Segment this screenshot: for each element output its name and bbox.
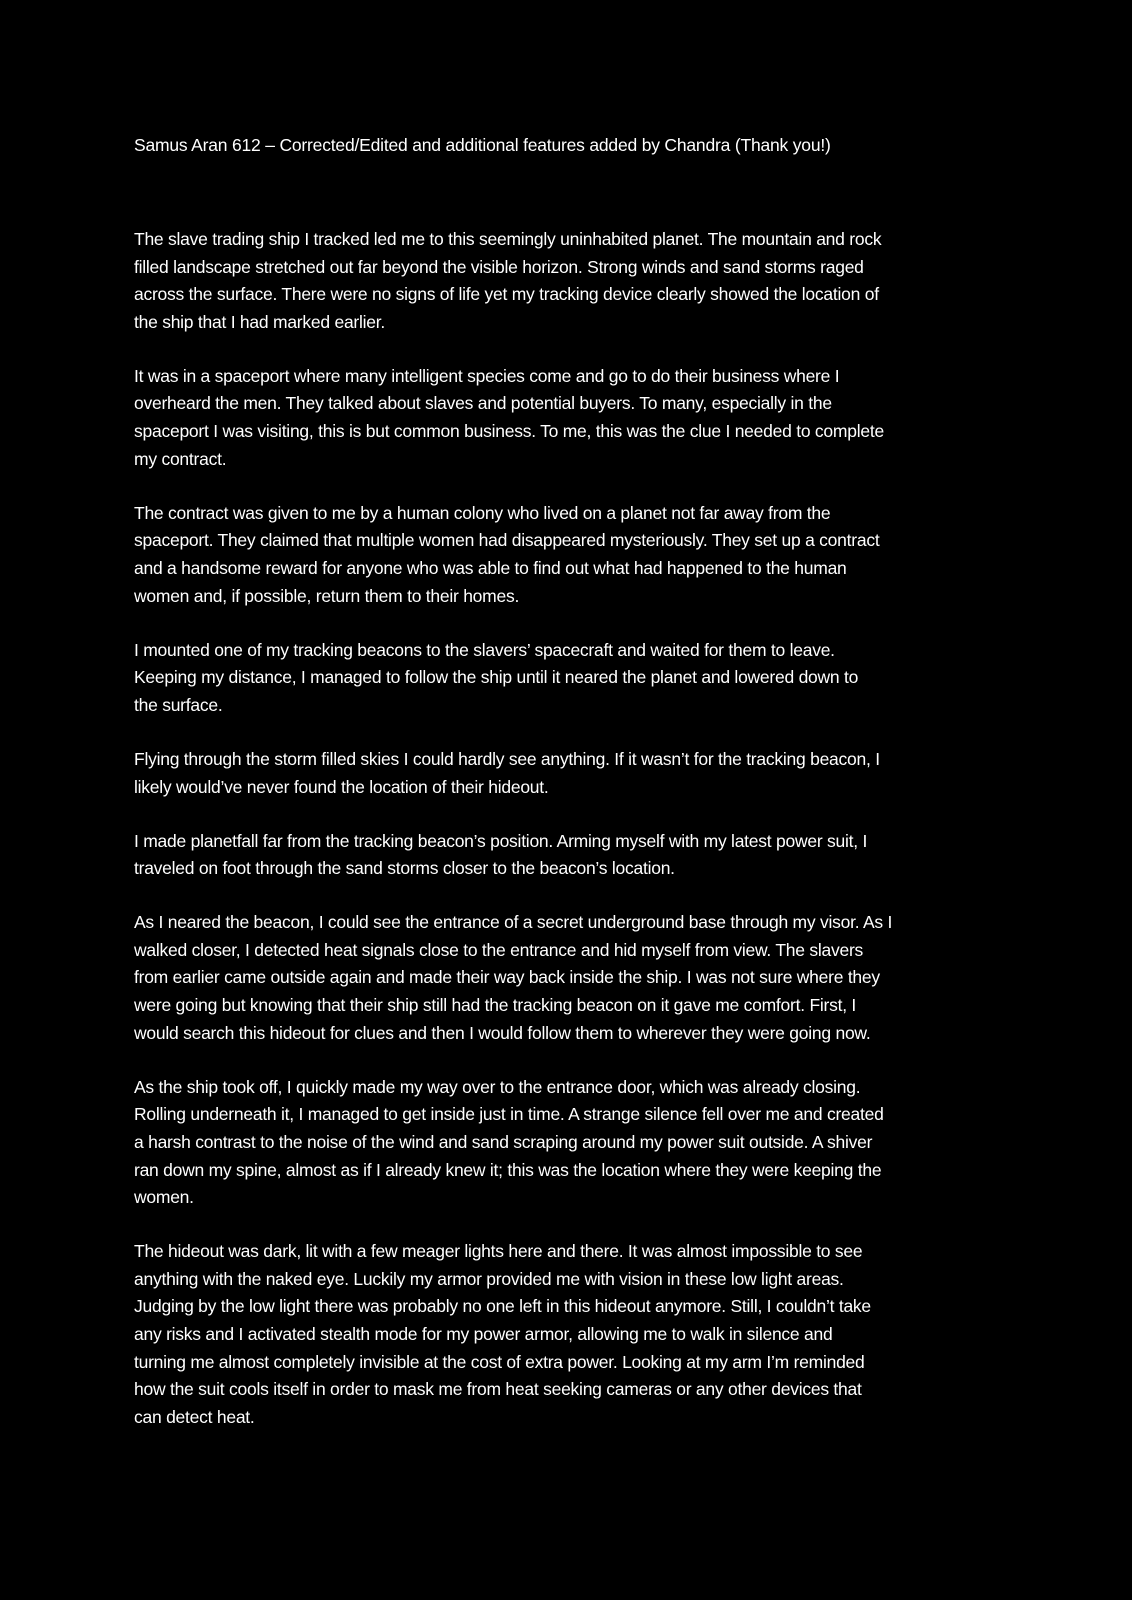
text-line: any risks and I activated stealth mode for my power armor, allowing me to walk in silence and [134, 1324, 833, 1344]
text-line: Keeping my distance, I managed to follow the ship until it neared the planet and lowered down to [134, 667, 859, 688]
text-line: overheard the men. They talked about slaves and potential buyers. To many, especially in the [134, 393, 832, 414]
document-body [134, 226, 1034, 1458]
document-title: Samus Aran 612 – Corrected/Edited and additional features added by Chandra (Thank you!) [134, 135, 831, 155]
text-line: As I neared the beacon, I could see the entrance of a secret underground base through my visor. As I [134, 912, 893, 933]
text-line: spaceport I was visiting, this is but common business. To me, this was the clue I needed to complete [134, 421, 884, 442]
paragraph [134, 363, 1034, 473]
text-line: I made planetfall far from the tracking beacon’s position. Arming myself with my latest power suit, I [134, 830, 868, 851]
text-line: my contract. [134, 448, 227, 469]
text-line: Judging by the low light there was probably no one left in this hideout anymore. Still, I couldn’t take [134, 1296, 871, 1317]
text-line: across the surface. There were no signs of life yet my tracking device clearly showed the location of [134, 284, 879, 305]
text-line: a harsh contrast to the noise of the wind and sand scraping around my power suit outside. A shiver [134, 1131, 873, 1152]
text-line: would search this hideout for clues and then I would follow them to wherever they were going now. [134, 1022, 871, 1043]
text-line: how the suit cools itself in order to mask me from heat seeking cameras or any other devices that [134, 1379, 862, 1400]
paragraph [134, 746, 1034, 801]
text-line: turning me almost completely invisible at the cost of extra power. Looking at my arm I’m reminded [134, 1351, 865, 1372]
text-line: anything with the naked eye. Luckily my armor provided me with vision in these low light areas. [134, 1268, 844, 1289]
paragraph [134, 1238, 1034, 1431]
text-line: filled landscape stretched out far beyond the visible horizon. Strong winds and sand storms raged [134, 256, 864, 277]
paragraph [134, 500, 1034, 610]
text-line: The contract was given to me by a human colony who lived on a planet not far away from the [134, 502, 831, 523]
text-line: spaceport. They claimed that multiple women had disappeared mysteriously. They set up a contract [134, 530, 880, 551]
paragraph [134, 909, 1034, 1047]
text-line: Flying through the storm filled skies I could hardly see anything. If it wasn’t for the tracking beacon, I [134, 748, 880, 769]
paragraph [134, 1074, 1034, 1212]
text-line: The hideout was dark, lit with a few meager lights here and there. It was almost impossible to see [134, 1241, 863, 1262]
text-line: and a handsome reward for anyone who was able to find out what had happened to the human [134, 557, 847, 578]
text-line: I mounted one of my tracking beacons to the slavers’ spacecraft and waited for them to leave. [134, 639, 835, 660]
text-line: from earlier came outside again and made their way back inside the ship. I was not sure where they [134, 967, 880, 988]
text-line: The slave trading ship I tracked led me to this seemingly uninhabited planet. The mountain and rock [134, 229, 882, 249]
paragraph [134, 828, 1034, 883]
text-line: It was in a spaceport where many intelligent species come and go to do their business where I [134, 365, 840, 386]
text-line: Rolling underneath it, I managed to get inside just in time. A strange silence fell over me and created [134, 1104, 884, 1125]
text-line: traveled on foot through the sand storms closer to the beacon’s location. [134, 858, 675, 879]
text-line: As the ship took off, I quickly made my way over to the entrance door, which was already closing. [134, 1076, 861, 1097]
text-line: likely would’ve never found the location of their hideout. [134, 776, 549, 797]
text-line: were going but knowing that their ship still had the tracking beacon on it gave me comfort. First, I [134, 995, 857, 1016]
text-line: the ship that I had marked earlier. [134, 311, 385, 332]
text-line: women and, if possible, return them to their homes. [134, 585, 520, 606]
text-line: ran down my spine, almost as if I already knew it; this was the location where they were keeping the [134, 1159, 882, 1180]
text-line: can detect heat. [134, 1406, 255, 1427]
text-line: walked closer, I detected heat signals close to the entrance and hid myself from view. The slavers [134, 939, 864, 960]
paragraph [134, 226, 1034, 336]
paragraph [134, 637, 1034, 720]
text-line: the surface. [134, 694, 223, 715]
text-line: women. [134, 1187, 194, 1208]
